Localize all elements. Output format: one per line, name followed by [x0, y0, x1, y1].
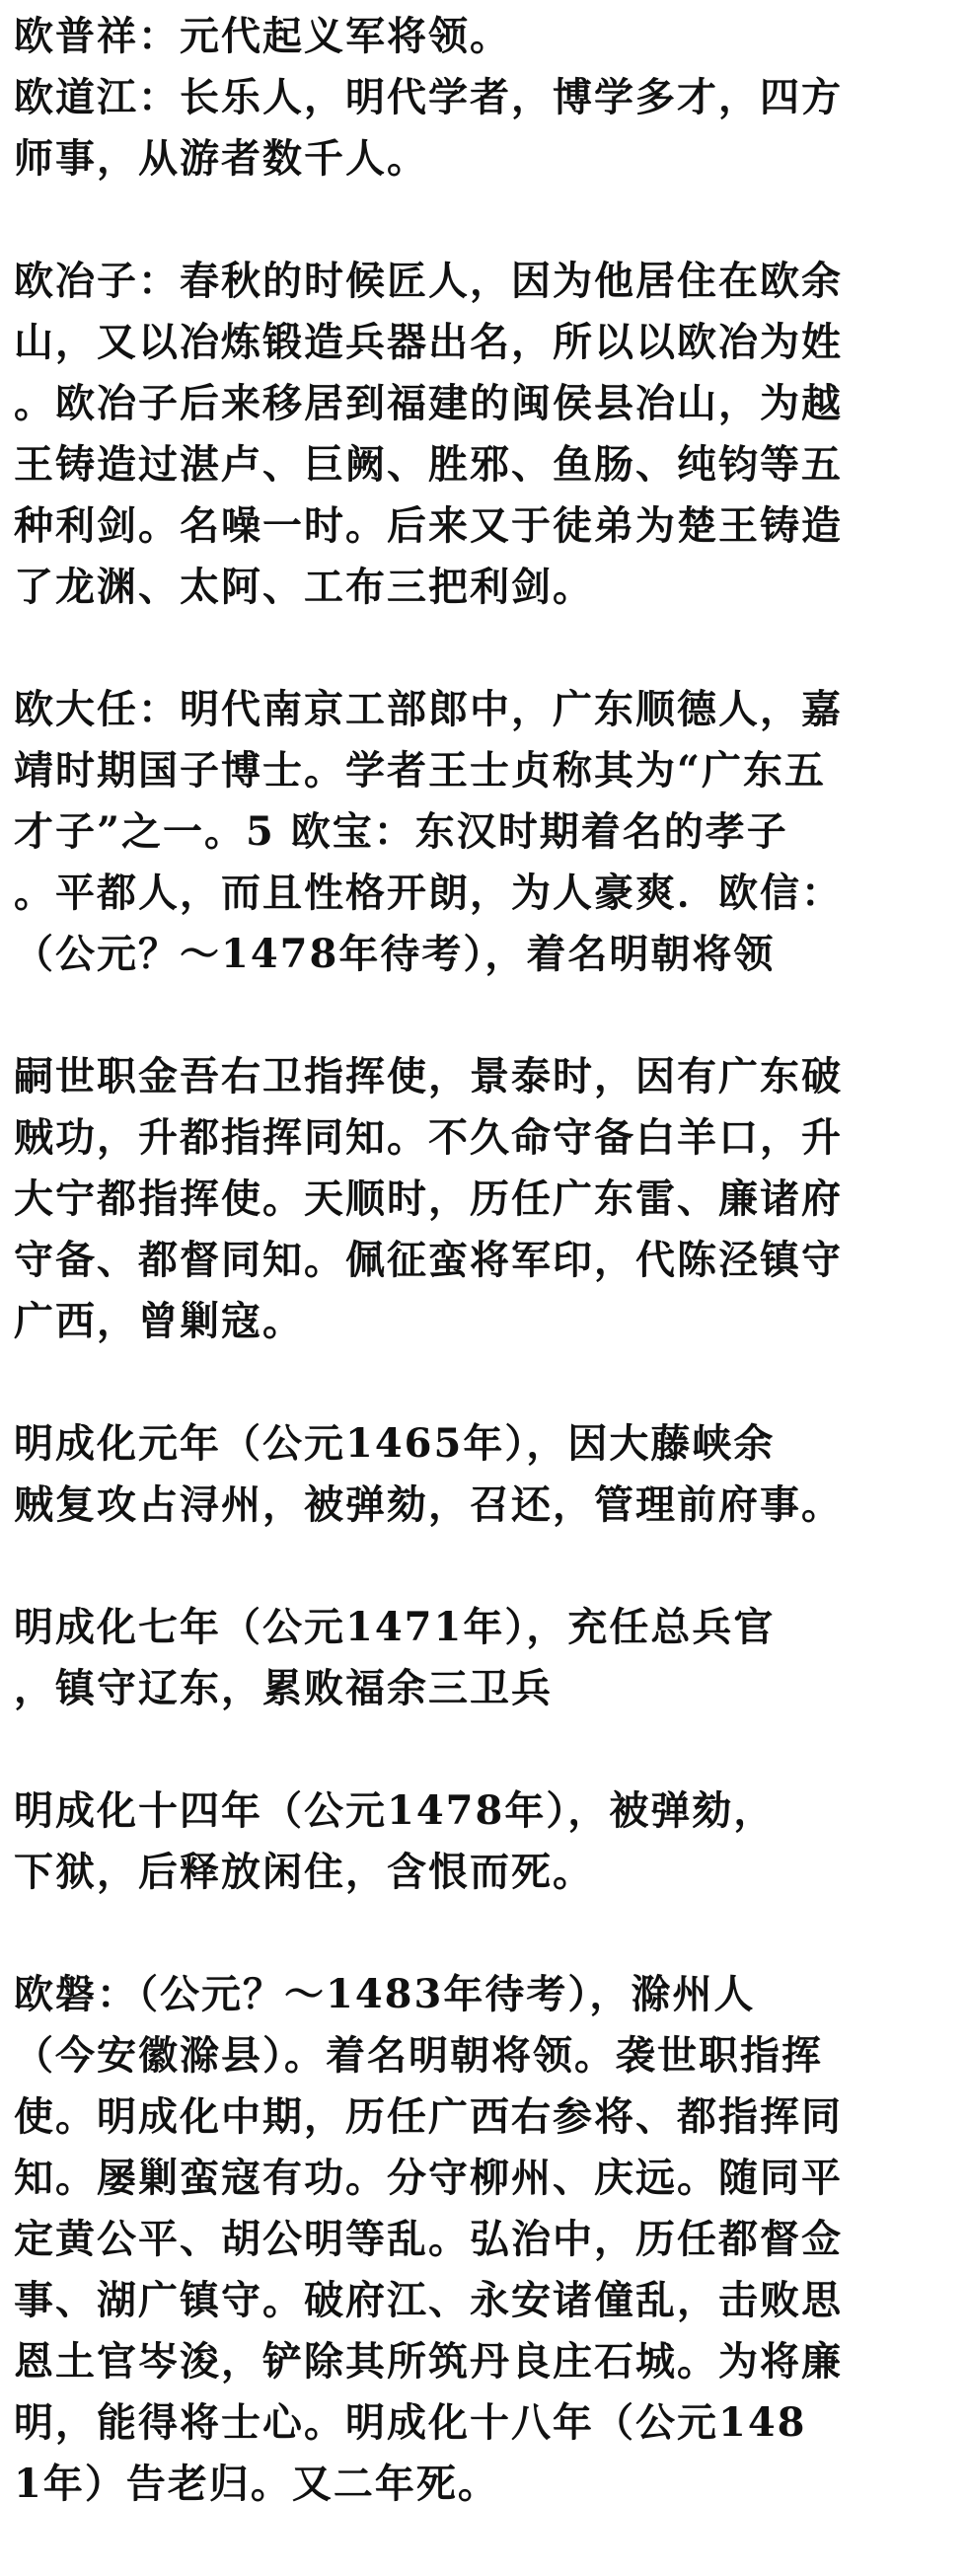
paragraph: [14, 1413, 951, 1536]
text-line: （今安徽滁县）。着名明朝将领。袭世职指挥: [14, 2032, 823, 2079]
paragraph: [14, 6, 951, 189]
text-line: 贼功，升都指挥同知。不久命守备白羊口，升: [14, 1114, 843, 1161]
text-line: 知。屡剿蛮寇有功。分守柳州、庆远。随同平: [14, 2155, 843, 2201]
text-line: 守备、都督同知。佩征蛮将军印，代陈泾镇守: [14, 1237, 843, 1283]
text-line: 师事，从游者数千人。: [14, 135, 428, 182]
paragraph: [14, 1780, 951, 1903]
text-line: 欧道江：长乐人，明代学者，博学多才，四方: [14, 74, 843, 120]
text-line: 广西，曾剿寇。: [14, 1298, 304, 1344]
text-line: 。欧冶子后来移居到福建的闽侯县冶山，为越: [14, 380, 843, 426]
text-line: 种利剑。名噪一时。后来又于徒弟为楚王铸造: [14, 502, 843, 549]
text-line: 使。明成化中期，历任广西右参将、都指挥同: [14, 2093, 843, 2140]
text-line: 恩土官岑浚，铲除其所筑丹良庄石城。为将廉: [14, 2338, 843, 2385]
text-line: ，镇守辽东，累败福余三卫兵: [14, 1665, 553, 1711]
paragraph: [14, 1964, 951, 2515]
text-line: 。平都人，而且性格开朗，为人豪爽．欧信：: [14, 870, 843, 916]
text-line: 明，能得将士心。明成化十八年（公元148: [14, 2399, 807, 2446]
text-line: 欧磐：（公元？～1483年待考），滁州人: [14, 1971, 756, 2017]
text-line: 欧大任：明代南京工部郎中，广东顺德人，嘉: [14, 686, 843, 732]
text-line: 明成化七年（公元1471年），充任总兵官: [14, 1604, 776, 1650]
paragraph: [14, 679, 951, 985]
text-line: 明成化十四年（公元1478年），被弹劾，: [14, 1787, 776, 1834]
text-line: 靖时期国子博士。学者王士贞称其为“广东五: [14, 747, 827, 794]
paragraph: [14, 1597, 951, 1719]
text-line: 贼复攻占浔州，被弹劾，召还，管理前府事。: [14, 1481, 843, 1528]
paragraph: [14, 251, 951, 618]
text-line: 1年）告老归。又二年死。: [14, 2461, 499, 2507]
text-line: 山，又以冶炼锻造兵器出名，所以以欧冶为姓: [14, 319, 843, 365]
text-line: 明成化元年（公元1465年），因大藤峡余: [14, 1420, 776, 1467]
text-line: （公元？～1478年待考），着名明朝将领: [14, 931, 776, 977]
text-line: 才子”之一。5 欧宝：东汉时期着名的孝子: [14, 808, 788, 855]
text-line: 王铸造过湛卢、巨阙、胜邪、鱼肠、纯钧等五: [14, 441, 843, 488]
text-line: 大宁都指挥使。天顺时，历任广东雷、廉诸府: [14, 1175, 843, 1222]
text-line: 嗣世职金吾右卫指挥使，景泰时，因有广东破: [14, 1053, 843, 1099]
text-line: 了龙渊、太阿、工布三把利剑。: [14, 564, 594, 610]
text-line: 事、湖广镇守。破府江、永安诸僮乱，击败思: [14, 2277, 843, 2323]
text-line: 定黄公平、胡公明等乱。弘治中，历任都督佥: [14, 2216, 843, 2262]
text-line: 下狱，后释放闲住，含恨而死。: [14, 1849, 594, 1895]
paragraph: [14, 1046, 951, 1352]
document-body: [14, 6, 951, 2576]
text-line: 欧冶子：春秋的时候匠人，因为他居住在欧余: [14, 258, 843, 304]
text-line: 欧普祥：元代起义军将领。: [14, 13, 511, 59]
